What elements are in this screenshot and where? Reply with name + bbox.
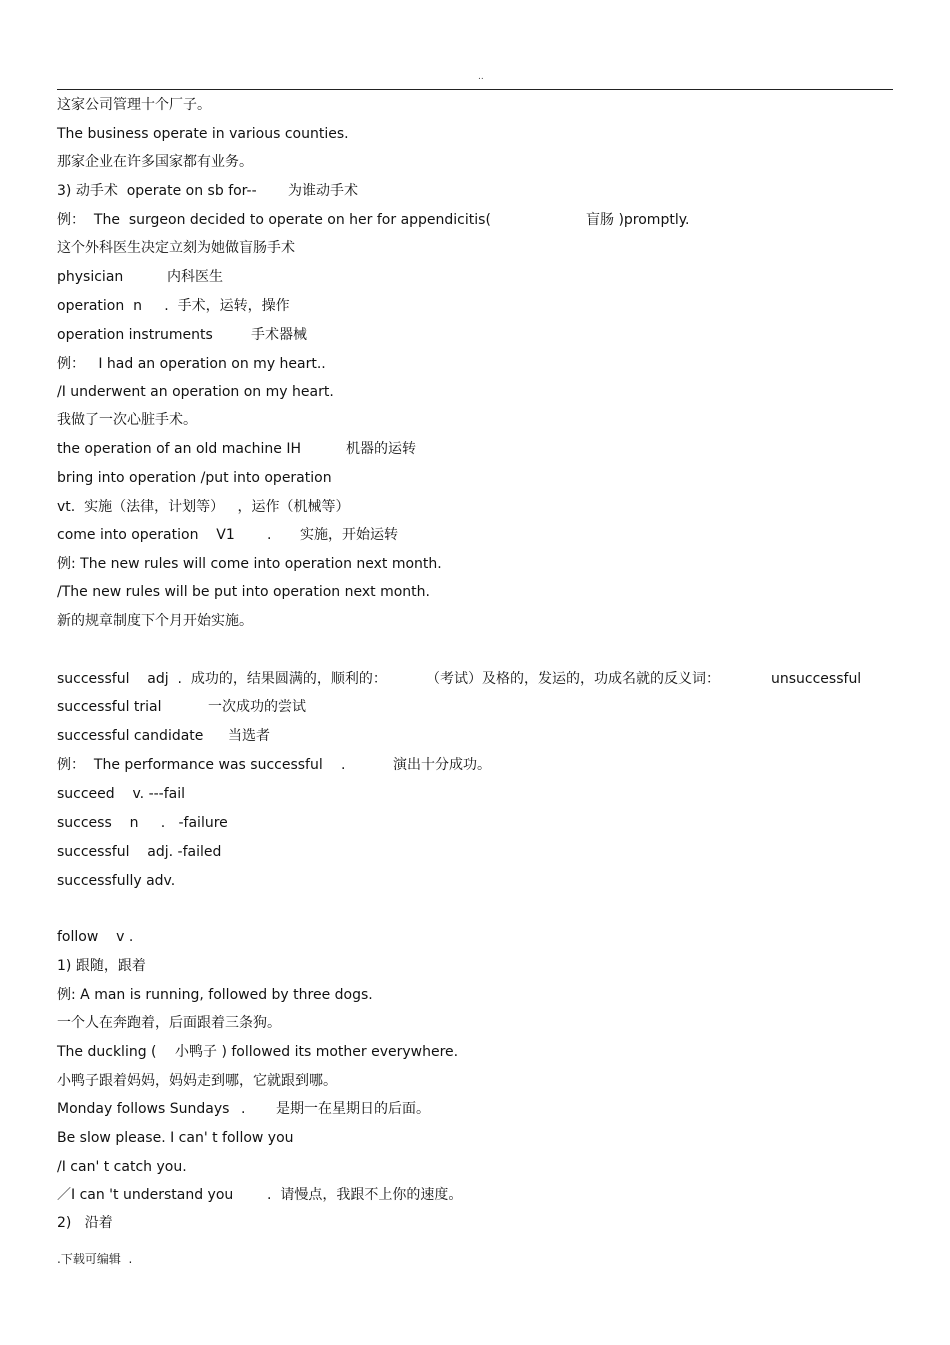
text-segment: successful candidate [57, 728, 204, 744]
text-segment: succeed v. ---fail [57, 786, 186, 802]
text-segment: successful adj . 成功的，结果圆满的，顺利的： [57, 671, 387, 687]
text-segment: （考试）及格的，发运的，功成名就的反义词： [426, 671, 720, 687]
text-segment: come into operation V1 [57, 527, 235, 543]
text-segment: The duckling ( [57, 1044, 157, 1060]
text-segment: Monday follows Sundays [57, 1101, 230, 1117]
text-segment: . [241, 1101, 246, 1117]
text-segment: /The new rules will be put into operation next month. [57, 584, 430, 600]
text-segment: 手术器械 [251, 327, 307, 343]
text-segment: the operation of an old machine IH [57, 441, 302, 457]
text-segment: /I can' t catch you. [57, 1159, 187, 1175]
text-segment: 新的规章制度下个月开始实施。 [57, 613, 253, 629]
text-segment: follow v . [57, 929, 134, 945]
header-dots: .. [478, 72, 484, 82]
text-segment: 例： The surgeon decided to operate on her for appendicitis( [57, 212, 491, 228]
text-segment: 是期一在星期日的后面。 [276, 1101, 430, 1117]
text-segment: 那家企业在许多国家都有业务。 [57, 154, 253, 170]
text-segment: vt. 实施（法律，计划等） ，运作（机械等） [57, 499, 350, 515]
text-segment: bring into operation /put into operation [57, 470, 332, 486]
text-segment: 演出十分成功。 [393, 757, 491, 773]
text-segment: The business operate in various counties. [57, 126, 349, 142]
text-segment: 为谁动手术 [288, 183, 358, 199]
text-segment: success n . -failure [57, 815, 228, 831]
text-segment: 我做了一次心脏手术。 [57, 412, 197, 428]
text-segment: . [267, 527, 272, 543]
text-segment: Be slow please. I can' t follow you [57, 1130, 294, 1146]
text-segment: 机器的运转 [346, 441, 416, 457]
text-segment: 例: A man is running, followed by three dogs. [57, 987, 373, 1003]
text-segment: 盲肠 )promptly. [586, 212, 690, 228]
page-footer: .下载可编辑 . [57, 1252, 133, 1266]
text-segment: successful trial [57, 699, 162, 715]
text-segment: 2) 沿着 [57, 1215, 113, 1231]
text-segment: ／I can 't understand you [57, 1187, 234, 1203]
text-segment: 小鸭子跟着妈妈，妈妈走到哪，它就跟到哪。 [57, 1073, 337, 1089]
text-segment: 3) 动手术 operate on sb for-- [57, 183, 257, 199]
text-segment: physician [57, 269, 124, 285]
text-segment: 例: The new rules will come into operation next month. [57, 556, 442, 572]
text-segment: 小鸭子 ) followed its mother everywhere. [175, 1044, 459, 1060]
text-segment: 例： I had an operation on my heart.. [57, 356, 326, 372]
header-rule [57, 89, 893, 90]
text-segment: . 请慢点，我跟不上你的速度。 [267, 1187, 463, 1203]
text-segment: 实施，开始运转 [300, 527, 398, 543]
text-segment: 这个外科医生决定立刻为她做盲肠手术 [57, 240, 295, 256]
text-segment: operation instruments [57, 327, 213, 343]
text-segment: 当选者 [228, 728, 270, 744]
text-segment: 1) 跟随，跟着 [57, 958, 146, 974]
text-segment: unsuccessful [771, 671, 862, 687]
text-segment: 这家公司管理十个厂子。 [57, 97, 211, 113]
text-segment: operation n . 手术，运转，操作 [57, 298, 290, 314]
text-segment: . [341, 757, 346, 773]
text-segment: successful adj. -failed [57, 844, 222, 860]
text-segment: 一次成功的尝试 [208, 699, 306, 715]
text-segment: successfully adv. [57, 873, 176, 889]
text-segment: 一个人在奔跑着，后面跟着三条狗。 [57, 1015, 281, 1031]
text-segment: 例： The performance was successful [57, 757, 323, 773]
text-segment: 内科医生 [167, 269, 223, 285]
text-segment: /I underwent an operation on my heart. [57, 384, 334, 400]
